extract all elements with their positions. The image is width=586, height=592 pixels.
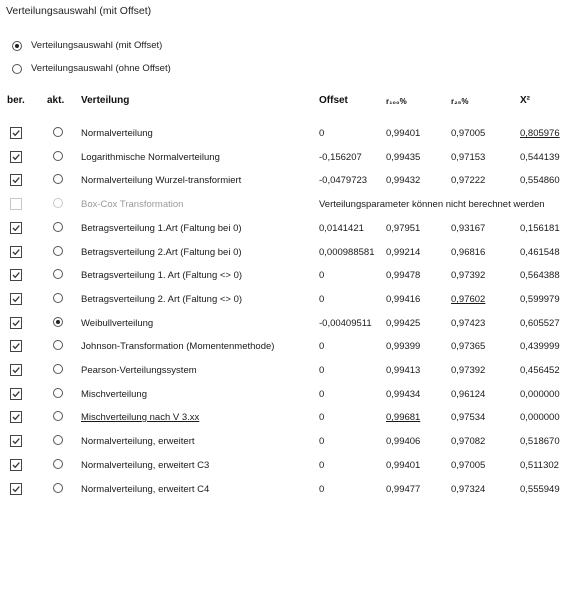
header-offset: Offset [319,95,348,106]
table-row [0,245,586,263]
r100-value: 0,99416 [386,294,421,305]
active-radio[interactable] [53,459,63,469]
distribution-name: Betragsverteilung 2.Art (Faltung bei 0) [81,247,242,258]
r100-value: 0,99399 [386,341,421,352]
r100-value: 0,99413 [386,365,421,376]
r100-value: 0,99434 [386,389,421,400]
offset-value: -0,0479723 [319,175,368,186]
distribution-name: Betragsverteilung 2. Art (Faltung <> 0) [81,294,243,305]
r25-value: 0,96816 [451,247,486,258]
offset-value: 0 [319,389,325,400]
active-radio[interactable] [53,151,63,161]
offset-value: 0 [319,341,325,352]
active-radio[interactable] [53,340,63,350]
active-radio[interactable] [53,293,63,303]
r25-value: 0,97082 [451,436,486,447]
r100-value: 0,99406 [386,436,421,447]
table-row [0,339,586,357]
table-row [0,173,586,191]
distribution-name: Box-Cox Transformation [81,199,184,210]
offset-value: -0,156207 [319,152,362,163]
compute-checkbox[interactable] [10,246,22,258]
chi-square-value: 0,156181 [520,223,560,234]
header-chi-square: X² [520,95,530,106]
r25-value: 0,97005 [451,128,486,139]
table-row [0,482,586,500]
chi-square-value: 0,564388 [520,270,560,281]
r25-value: 0,97423 [451,318,486,329]
offset-value: 0 [319,484,325,495]
offset-value: 0 [319,365,325,376]
r100-value: 0,97951 [386,223,421,234]
r25-value: 0,97534 [451,412,486,423]
r100-value: 0,99401 [386,128,421,139]
chi-square-value: 0,555949 [520,484,560,495]
distribution-name: Weibullverteilung [81,318,154,329]
chi-square-value: 0,439999 [520,341,560,352]
active-radio[interactable] [53,364,63,374]
table-row [0,316,586,334]
r25-value: 0,97392 [451,365,486,376]
r100-value: 0,99432 [386,175,421,186]
r25-value: 0,93167 [451,223,486,234]
table-row [0,458,586,476]
distribution-name: Pearson-Verteilungssystem [81,365,197,376]
table-header [0,95,586,109]
active-radio[interactable] [53,483,63,493]
offset-value: 0 [319,128,325,139]
r25-value: 0,97005 [451,460,486,471]
radio-button[interactable] [12,64,22,74]
r100-value: 0,99477 [386,484,421,495]
active-radio[interactable] [53,174,63,184]
compute-checkbox[interactable] [10,364,22,376]
offset-value: 0 [319,436,325,447]
offset-value: 0 [319,270,325,281]
distribution-name: Normalverteilung [81,128,153,139]
active-radio[interactable] [53,269,63,279]
r100-value: 0,99435 [386,152,421,163]
offset-value: 0,0141421 [319,223,364,234]
distribution-name: Normalverteilung, erweitert C3 [81,460,210,471]
active-radio[interactable] [53,246,63,256]
table-row [0,197,586,215]
header-r100: r₁₀₀% [386,97,407,106]
compute-checkbox[interactable] [10,459,22,471]
offset-value: 0 [319,460,325,471]
header-akt: akt. [47,95,65,106]
r100-value: 0,99425 [386,318,421,329]
distribution-name: Normalverteilung, erweitert C4 [81,484,210,495]
compute-checkbox[interactable] [10,340,22,352]
active-radio[interactable] [53,222,63,232]
header-verteilung: Verteilung [81,95,130,106]
distribution-name: Normalverteilung Wurzel-transformiert [81,175,242,186]
active-radio[interactable] [53,317,63,327]
r25-value: 0,97222 [451,175,486,186]
compute-checkbox[interactable] [10,317,22,329]
distribution-name: Logarithmische Normalverteilung [81,152,220,163]
distribution-name: Betragsverteilung 1.Art (Faltung bei 0) [81,223,242,234]
distribution-name: Betragsverteilung 1. Art (Faltung <> 0) [81,270,243,281]
compute-checkbox[interactable] [10,269,22,281]
compute-checkbox[interactable] [10,435,22,447]
table-row [0,221,586,239]
compute-checkbox[interactable] [10,127,22,139]
chi-square-value: 0,000000 [520,389,560,400]
chi-square-value: 0,805976 [520,128,560,139]
chi-square-value: 0,544139 [520,152,560,163]
compute-checkbox[interactable] [10,293,22,305]
radio-label: Verteilungsauswahl (ohne Offset) [31,63,171,74]
radio-label: Verteilungsauswahl (mit Offset) [31,40,163,51]
radio-option-without-offset[interactable] [12,63,171,74]
table-row [0,387,586,405]
chi-square-value: 0,554860 [520,175,560,186]
chi-square-value: 0,511302 [520,460,559,471]
compute-checkbox[interactable] [10,483,22,495]
offset-value: 0 [319,294,325,305]
r25-value: 0,97602 [451,294,486,305]
header-ber: ber. [7,95,25,106]
offset-value: 0 [319,412,325,423]
distribution-name: Mischverteilung nach V 3.xx [81,412,200,423]
active-radio[interactable] [53,435,63,445]
r25-value: 0,97324 [451,484,486,495]
active-radio[interactable] [53,388,63,398]
compute-checkbox[interactable] [10,411,22,423]
chi-square-value: 0,456452 [520,365,560,376]
r25-value: 0,97153 [451,152,486,163]
offset-value: -0,00409511 [319,318,372,329]
compute-checkbox[interactable] [10,222,22,234]
chi-square-value: 0,461548 [520,247,560,258]
r100-value: 0,99681 [386,412,421,423]
r25-value: 0,97365 [451,341,486,352]
chi-square-value: 0,599979 [520,294,560,305]
offset-value: 0,000988581 [319,247,375,258]
r100-value: 0,99478 [386,270,421,281]
radio-option-with-offset[interactable] [12,40,162,51]
compute-checkbox[interactable] [10,388,22,400]
active-radio[interactable] [53,411,63,421]
chi-square-value: 0,000000 [520,412,560,423]
section-title: Verteilungsauswahl (mit Offset) [6,5,152,17]
r100-value: 0,99214 [386,247,421,258]
distribution-name: Mischverteilung [81,389,147,400]
active-radio[interactable] [53,127,63,137]
table-row [0,126,586,144]
compute-checkbox[interactable] [10,151,22,163]
radio-button[interactable] [12,41,22,51]
table-row [0,292,586,310]
table-row [0,268,586,286]
r25-value: 0,97392 [451,270,486,281]
header-r25: r₂₅% [451,97,469,106]
table-row [0,150,586,168]
r100-value: 0,99401 [386,460,421,471]
r25-value: 0,96124 [451,389,486,400]
chi-square-value: 0,518670 [520,436,560,447]
distribution-name: Johnson-Transformation (Momentenmethode) [81,341,275,352]
active-radio[interactable] [53,198,63,208]
chi-square-value: 0,605527 [520,318,560,329]
table-row [0,434,586,452]
compute-checkbox[interactable] [10,174,22,186]
error-message: Verteilungsparameter können nicht berechnet werden [319,199,545,210]
distribution-name: Normalverteilung, erweitert [81,436,195,447]
table-row [0,363,586,381]
compute-checkbox[interactable] [10,198,22,210]
table-row [0,410,586,428]
